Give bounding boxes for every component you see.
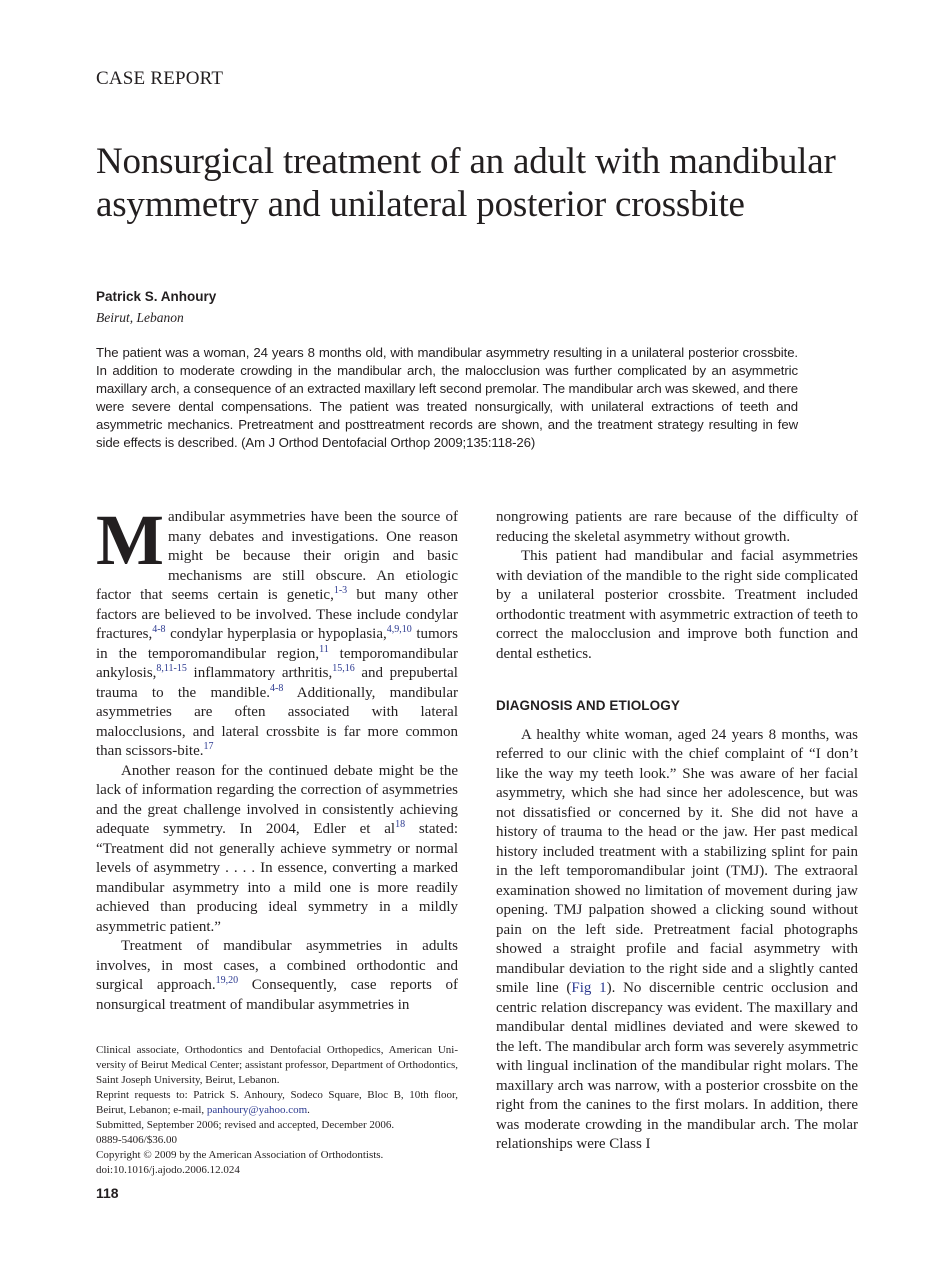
author-footnote [96, 1043, 458, 1178]
citation-link[interactable]: 4-8 [152, 624, 166, 635]
text-run: ). No discernible centric occlusion and centric relation discrepancy was evident. The maxillary and mandibular dental midlines deviated and were skewed to the left. The mandibular arch form was severely asymmetric with lingual inclination of the mandibular right molars. The maxillary arch was narrow, with a posterior crossbite on the right from the canines to the first molars. In addition, there was moderate crowding in the mandibular arch. The molar relationships were Class I [496, 980, 858, 1152]
text-run: Additionally, mandibular asymmetries are often associated with lateral malocclusions, and lateral crossbite is far more common than scissors-bite. [96, 684, 458, 759]
intro-paragraph-2 [96, 762, 458, 938]
intro-paragraph-5: This patient had mandibular and facial asymmetries with deviation of the mandible to the right side complicated by a unilateral posterior crossbite. Treatment included orthodontic treatment with asymmetric extraction of teeth to correct the malocclusion and improve both function and dental esthetics. [496, 548, 858, 662]
text-run: A healthy white woman, aged 24 years 8 months, was referred to our clinic with the chief complaint of “I don’t like the way my teeth look.” She was aware of her facial asymmetry, which she had since her adolescence, but was not dissatisfied or concerned by it. She did not have a history of trauma to the head or the jaw. Her past medical history included treatment with a stabilizing splint for pain in the left temporomandibular joint (TMJ). The extraoral examination showed no limitation of movement during jaw opening. TMJ palpation showed a clicking sound without pain on the left side. Pretreatment facial photographs showed a straight profile and facial asymmetry with mandibular deviation to the right side and a slightly canted smile line ( [496, 726, 858, 996]
citation-link[interactable]: 18 [395, 819, 406, 830]
intro-paragraph-4: nongrowing patients are rare because of the difficulty of reducing the skeletal asymmetry without growth. [496, 509, 858, 545]
author-affiliation: Beirut, Lebanon [96, 310, 184, 325]
text-run: but many other factors are believed to be involved. These include condylar fractures, [96, 587, 458, 642]
intro-paragraph-3 [96, 937, 458, 1015]
text-run: Another reason for the continued debate might be the lack of information regarding the correction of asymmetries and the great challenge involved in consistently achieving adequate symmetry. In 2004, Edler et al [96, 762, 458, 837]
citation-link[interactable]: 4-8 [270, 682, 284, 694]
citation-link[interactable]: 19,20 [215, 975, 239, 986]
text-run: inflammatory arthritis, [186, 665, 333, 681]
text-run: stated: “Treatment did not generally achieve symmetry or normal levels of asymmetry . . . . In essence, converting a marked mandibular asymmetry into a mild one is more readily achieved than producing ideal symmetry in a mildly asymmetric patient.” [96, 821, 459, 935]
text-run: Consequently, case reports of nonsurgical treatment of mandibular asymmetries in [96, 977, 458, 1013]
body-column-left [96, 500, 459, 1015]
text-run: tumors in the temporomandibular region, [96, 626, 458, 662]
citation-link[interactable]: 4,9,10 [386, 624, 412, 635]
page-number: 118 [96, 1185, 119, 1201]
text-run: . [307, 1104, 310, 1116]
email-link[interactable]: panhoury@yahoo.com [206, 1104, 308, 1116]
text-run: Treatment of mandibular asymmetries in adults involves, in most cases, a combined orthodontic and surgical approach. [96, 938, 458, 993]
footnote-copyright: Copyright © 2009 by the American Association of Orthodontists. [96, 1149, 384, 1161]
drop-cap: M [96, 500, 164, 580]
text-run: temporomandibular ankylosis, [96, 645, 458, 681]
footnote-position: Clinical associate, Orthodontics and Dentofacial Orthopedics, American University of Beirut Medical Center; assistant professor, Department of Orthodontics, Saint Joseph University, Beirut, Lebanon. [96, 1044, 458, 1086]
citation-link[interactable]: 17 [203, 741, 214, 752]
text-run: and prepubertal trauma to the mandible. [96, 665, 458, 701]
diagnosis-paragraph-1 [496, 726, 858, 1155]
intro-paragraph-1 [96, 500, 458, 762]
citation-link[interactable]: 11 [319, 643, 329, 655]
article-title: Nonsurgical treatment of an adult with mandibular asymmetry and unilateral posterior crossbite [96, 141, 836, 225]
citation-link[interactable]: 8,11-15 [156, 663, 187, 674]
footnote-doi: doi:10.1016/j.ajodo.2006.12.024 [96, 1164, 240, 1176]
text-run: andibular asymmetries have been the source of many debates and investigations. One reason might be because their origin and basic mechanisms are still obscure. An etiologic factor that seems certain is genetic, [96, 509, 458, 603]
footnote-submitted: Submitted, September 2006; revised and accepted, December 2006. [96, 1119, 395, 1131]
footnote-issn: 0889-5406/$36.00 [96, 1134, 177, 1146]
section-heading: DIAGNOSIS AND ETIOLOGY [496, 698, 680, 713]
text-run: condylar hyperplasia or hypoplasia, [165, 626, 387, 642]
footnote-reprint [96, 1088, 458, 1118]
abstract: The patient was a woman, 24 years 8 months old, with mandibular asymmetry resulting in a unilateral posterior crossbite. In addition to moderate crowding in the mandibular arch, the malocclusion was further complicated by an asymmetric maxillary arch, a consequence of an extracted maxillary left second premolar. The mandibular arch was skewed, and there were severe dental compensations. The patient was treated nonsurgically, with unilateral extractions of teeth and asymmetric mechanics. Pretreatment and posttreatment records are shown, and the treatment strategy resulting in few side effects is described. (Am J Orthod Dentofacial Orthop 2009;135:118-26) [96, 345, 798, 450]
text-run: Reprint requests to: Patrick S. Anhoury, Sodeco Square, Bloc B, 10th floor, Beirut, Lebanon; e-mail, [96, 1089, 458, 1116]
citation-link[interactable]: 15,16 [332, 663, 355, 674]
figure-link[interactable]: Fig 1 [571, 980, 607, 996]
body-column-right [496, 508, 858, 1155]
author-name: Patrick S. Anhoury [96, 289, 217, 304]
citation-link[interactable]: 1-3 [333, 585, 348, 596]
section-label: CASE REPORT [96, 68, 224, 89]
